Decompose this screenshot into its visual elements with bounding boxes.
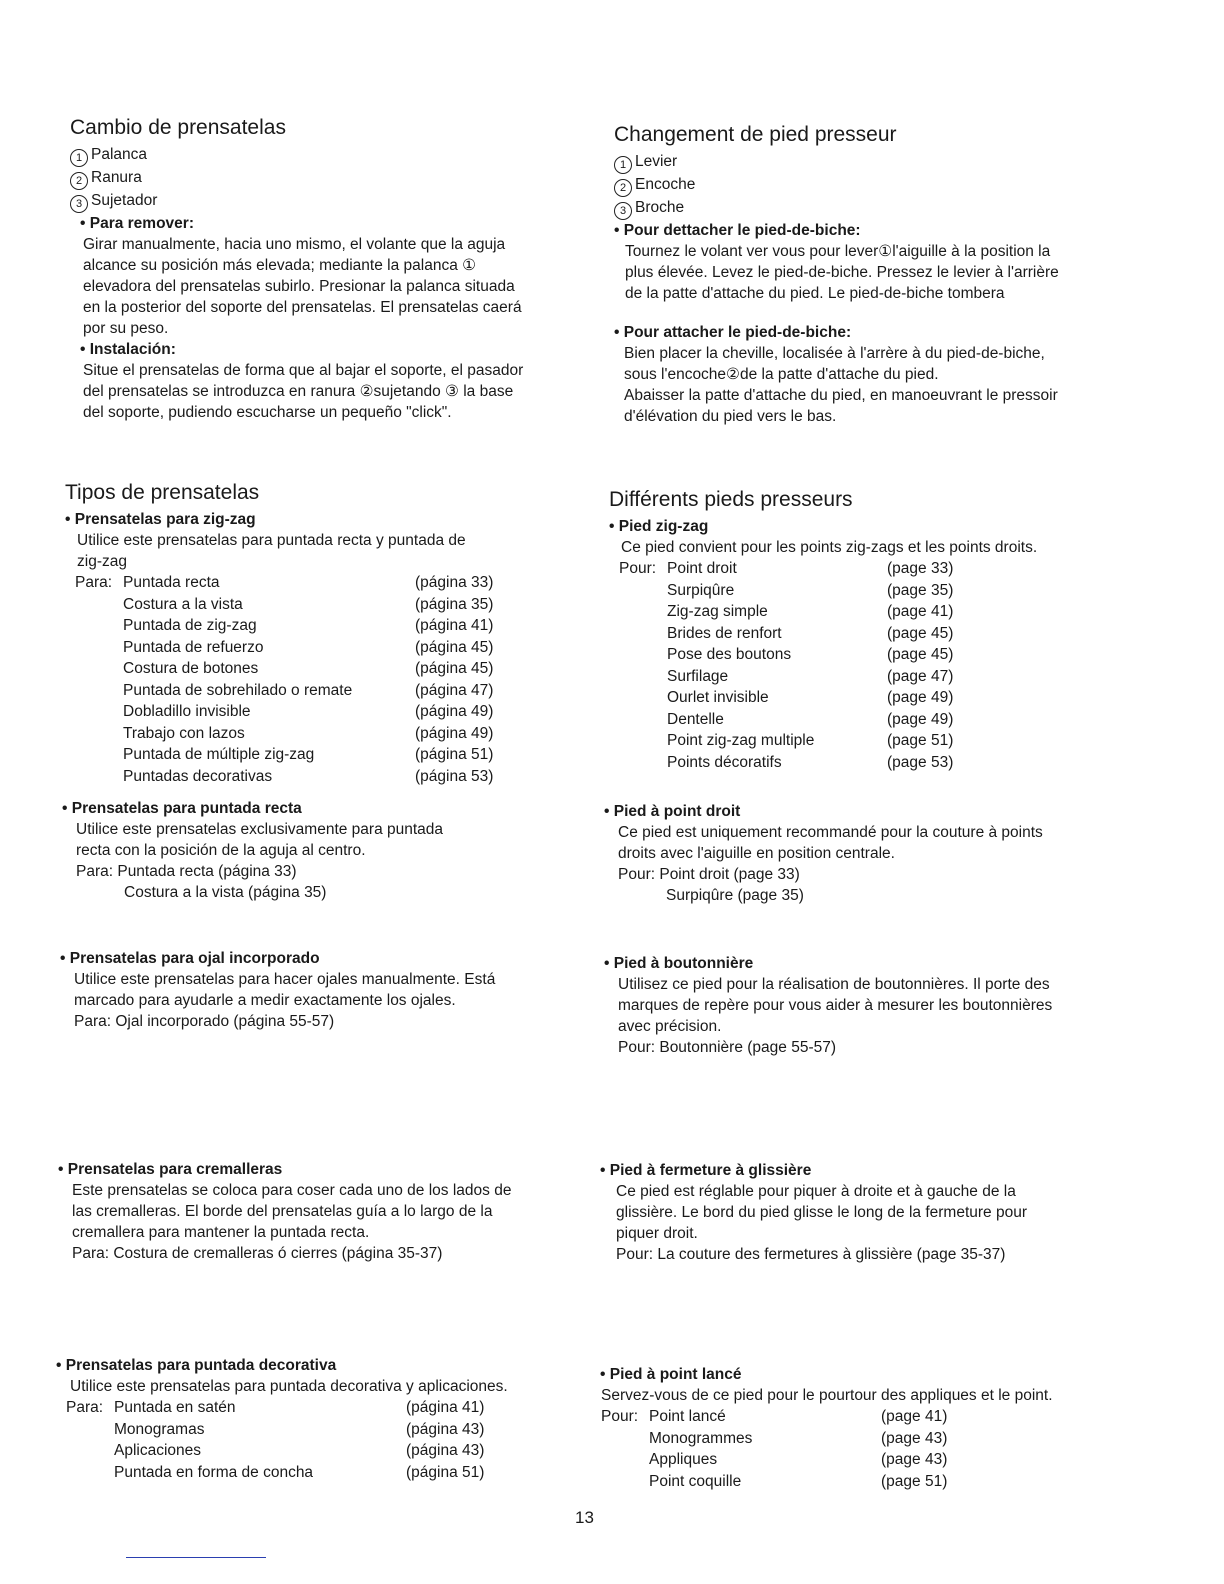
list-item xyxy=(619,601,987,623)
decorativa-title: • Prensatelas para puntada decorativa xyxy=(56,1357,337,1374)
item-page: (página 43) xyxy=(406,1420,485,1438)
text-line: marques de repère pour vous aider à mesurer les boutonnières xyxy=(618,997,1053,1014)
list-item xyxy=(66,1440,506,1462)
text-line: droits avec l'aiguille en position centrale. xyxy=(618,845,895,862)
text-line: Para: Puntada recta (página 33) xyxy=(76,863,297,880)
item-name: Puntada en satén xyxy=(114,1399,236,1416)
part-1 xyxy=(614,151,1154,174)
list-item xyxy=(75,658,515,680)
recta-text xyxy=(62,819,602,903)
text-line: Este prensatelas se coloca para coser cada uno de los lados de xyxy=(72,1182,512,1199)
item-name: Points décoratifs xyxy=(667,753,782,771)
item-name: Monogramas xyxy=(114,1420,205,1438)
page-number: 13 xyxy=(575,1508,594,1527)
item-page: (page 43) xyxy=(881,1451,948,1468)
zigzag-list xyxy=(75,572,515,787)
list-prefix xyxy=(66,1419,114,1441)
list-item xyxy=(601,1471,981,1493)
item-name: Point lancé xyxy=(649,1408,726,1425)
list-prefix xyxy=(619,709,667,731)
text-line: Utilice este prensatelas exclusivamente para puntada xyxy=(76,821,444,838)
list-prefix xyxy=(75,701,123,723)
ojal-section xyxy=(60,948,600,1032)
remover-title: • Para remover: xyxy=(80,215,194,232)
item-page: (página 33) xyxy=(415,574,494,591)
item-page: (page 33) xyxy=(887,560,954,577)
droit-section xyxy=(604,801,1144,906)
boutonniere-text xyxy=(604,974,1144,1058)
text-line: Utilice este prensatelas para puntada recta y puntada de xyxy=(77,532,466,549)
item-page: (página 49) xyxy=(415,703,494,720)
cremalleras-section xyxy=(58,1159,598,1264)
text-line: plus élevée. Levez le pied-de-biche. Pressez le levier à l'arrière xyxy=(625,264,1059,281)
list-prefix xyxy=(66,1462,114,1484)
tipos-section xyxy=(65,481,605,787)
text-line: Utilice este prensatelas para hacer ojales manualmente. Está xyxy=(74,971,496,988)
part-2 xyxy=(70,167,610,190)
cremalleras-title: • Prensatelas para cremalleras xyxy=(58,1161,283,1178)
item-name: Surpiqûre xyxy=(667,581,735,599)
list-prefix xyxy=(601,1449,649,1471)
list-item xyxy=(619,752,987,774)
list-prefix xyxy=(75,723,123,745)
changement-title: Changement de pied presseur xyxy=(614,123,897,146)
text-line: Tournez le volant ver vous pour lever①l'aiguille à la position la xyxy=(625,243,1051,260)
part-1 xyxy=(70,144,610,167)
decorativa-text xyxy=(56,1376,596,1397)
part-label: Sujetador xyxy=(91,192,158,209)
pied-zigzag-text xyxy=(609,537,1149,558)
part-3 xyxy=(614,197,1154,220)
list-item xyxy=(75,766,515,788)
item-name: Ourlet invisible xyxy=(667,689,769,706)
list-prefix xyxy=(75,744,123,766)
item-page: (página 43) xyxy=(406,1442,485,1459)
list-item xyxy=(619,623,987,645)
list-prefix xyxy=(75,680,123,702)
item-name: Puntada en forma de concha xyxy=(114,1463,314,1481)
zigzag-text xyxy=(65,530,605,572)
item-page: (page 45) xyxy=(887,646,954,663)
part-label: Ranura xyxy=(91,169,142,186)
list-item xyxy=(619,730,987,752)
item-name: Puntada de múltiple zig-zag xyxy=(123,746,315,763)
list-item xyxy=(75,637,515,659)
text-line: piquer droit. xyxy=(616,1225,698,1242)
circled-number: 2 xyxy=(70,172,88,190)
circled-number: 1 xyxy=(614,156,632,174)
list-prefix: Para: xyxy=(66,1399,104,1416)
text-line: del prensatelas se introduzca en ranura ②sujetando ③ la base xyxy=(83,383,514,400)
glissiere-title: • Pied à fermeture à glissière xyxy=(600,1162,812,1179)
item-page: (page 45) xyxy=(887,624,954,642)
remover-text xyxy=(70,234,610,339)
list-prefix: Pour: xyxy=(601,1408,639,1425)
part-label: Broche xyxy=(635,199,685,216)
list-prefix xyxy=(601,1428,649,1450)
item-name: Monogrammes xyxy=(649,1429,753,1447)
item-page: (página 45) xyxy=(415,638,494,656)
list-prefix xyxy=(66,1440,114,1462)
item-page: (page 41) xyxy=(887,603,954,620)
instalacion-title: • Instalación: xyxy=(80,341,176,358)
text-line: recta con la posición de la aguja al centro. xyxy=(76,842,366,859)
list-item xyxy=(66,1397,506,1419)
part-label: Encoche xyxy=(635,176,696,193)
text-line: de la patte d'attache du pied. Le pied-de-biche tombera xyxy=(625,285,1005,302)
item-name: Appliques xyxy=(649,1451,718,1468)
decorativa-section xyxy=(56,1355,596,1483)
list-item xyxy=(619,580,987,602)
item-page: (page 49) xyxy=(887,689,954,706)
list-prefix: Para: xyxy=(75,574,113,591)
text-line: Utilice este prensatelas para puntada decorativa y aplicaciones. xyxy=(70,1378,508,1395)
circled-number: 3 xyxy=(70,195,88,213)
item-name: Costura de botones xyxy=(123,660,259,677)
item-page: (página 35) xyxy=(415,595,494,613)
item-name: Trabajo con lazos xyxy=(123,724,245,742)
text-line: Utilisez ce pied pour la réalisation de boutonnières. Il porte des xyxy=(618,976,1050,993)
item-page: (page 41) xyxy=(881,1408,948,1425)
cremalleras-text xyxy=(58,1180,598,1264)
lance-text xyxy=(600,1385,1140,1406)
list-prefix xyxy=(619,666,667,688)
list-prefix xyxy=(619,730,667,752)
recta-section xyxy=(62,798,602,903)
item-page: (page 47) xyxy=(887,667,954,685)
instalacion-text xyxy=(70,360,610,423)
tipos-title: Tipos de prensatelas xyxy=(65,481,260,504)
list-item xyxy=(601,1406,981,1428)
list-prefix xyxy=(619,687,667,709)
item-name: Puntada de refuerzo xyxy=(123,638,264,656)
item-name: Puntada de zig-zag xyxy=(123,617,257,634)
item-name: Point coquille xyxy=(649,1472,742,1490)
text-line: elevadora del prensatelas subirlo. Presionar la palanca situada xyxy=(83,278,515,295)
item-name: Zig-zag simple xyxy=(667,603,768,620)
footer-rule xyxy=(126,1557,266,1558)
part-2 xyxy=(614,174,1154,197)
droit-text xyxy=(604,822,1144,906)
list-item xyxy=(75,744,515,766)
glissiere-section xyxy=(600,1160,1140,1265)
zigzag-title: • Prensatelas para zig-zag xyxy=(65,511,256,528)
text-line: Girar manualmente, hacia uno mismo, el volante que la aguja xyxy=(83,236,506,253)
text-line: Ce pied convient pour les points zig-zags et les points droits. xyxy=(621,539,1038,556)
lance-list xyxy=(601,1406,981,1492)
list-prefix xyxy=(601,1471,649,1493)
item-page: (page 43) xyxy=(881,1429,948,1447)
boutonniere-title: • Pied à boutonnière xyxy=(604,955,754,972)
list-item xyxy=(619,709,987,731)
text-line: Abaisser la patte d'attache du pied, en manoeuvrant le pressoir xyxy=(624,387,1058,404)
list-prefix xyxy=(75,594,123,616)
item-name: Point droit xyxy=(667,560,737,577)
list-item xyxy=(75,680,515,702)
text-line: sous l'encoche②de la patte d'attache du pied. xyxy=(624,366,939,383)
detacher-text xyxy=(614,241,1154,304)
item-page: (página 51) xyxy=(406,1463,485,1481)
list-item xyxy=(619,558,987,580)
item-page: (page 49) xyxy=(887,710,954,728)
text-line: por su peso. xyxy=(83,320,169,337)
text-line: Costura a la vista (página 35) xyxy=(124,884,327,901)
pied-zigzag-list xyxy=(619,558,987,773)
item-page: (página 51) xyxy=(415,746,494,763)
item-page: (page 35) xyxy=(887,581,954,599)
list-prefix xyxy=(619,644,667,666)
changement-section xyxy=(614,123,1154,427)
list-item xyxy=(66,1419,506,1441)
text-line: Situe el prensatelas de forma que al bajar el soporte, el pasador xyxy=(83,362,524,379)
item-name: Aplicaciones xyxy=(114,1442,202,1459)
list-prefix: Pour: xyxy=(619,560,657,577)
differents-section xyxy=(609,488,1149,773)
list-prefix xyxy=(619,752,667,774)
list-prefix xyxy=(75,766,123,788)
text-line: Ce pied est uniquement recommandé pour la couture à points xyxy=(618,824,1043,841)
list-item xyxy=(619,687,987,709)
text-line: Ce pied est réglable pour piquer à droite et à gauche de la xyxy=(616,1183,1016,1200)
lance-section xyxy=(600,1364,1140,1492)
item-name: Puntada recta xyxy=(123,574,220,591)
list-item xyxy=(75,572,515,594)
list-item xyxy=(75,723,515,745)
text-line: Pour: Boutonnière (page 55-57) xyxy=(618,1039,837,1056)
text-line: Surpiqûre (page 35) xyxy=(666,887,804,904)
text-line: alcance su posición más elevada; mediante la palanca ① xyxy=(83,257,477,274)
text-line: Pour: Point droit (page 33) xyxy=(618,866,800,883)
text-line: cremallera para mantener la puntada recta. xyxy=(72,1224,370,1241)
item-page: (page 51) xyxy=(887,732,954,749)
droit-title: • Pied à point droit xyxy=(604,803,741,820)
text-line: Bien placer la cheville, localisée à l'arrère à du pied-de-biche, xyxy=(624,345,1045,362)
item-name: Pose des boutons xyxy=(667,646,792,663)
text-line: d'élévation du pied vers le bas. xyxy=(624,408,837,425)
list-item xyxy=(601,1449,981,1471)
recta-title: • Prensatelas para puntada recta xyxy=(62,800,302,817)
item-name: Surfilage xyxy=(667,667,729,685)
ojal-title: • Prensatelas para ojal incorporado xyxy=(60,950,320,967)
list-item xyxy=(66,1462,506,1484)
item-page: (página 53) xyxy=(415,767,494,785)
item-name: Puntada de sobrehilado o remate xyxy=(123,681,353,699)
pied-zigzag-title: • Pied zig-zag xyxy=(609,518,709,535)
list-prefix xyxy=(619,580,667,602)
detacher-title: • Pour dettacher le pied-de-biche: xyxy=(614,222,861,239)
boutonniere-section xyxy=(604,953,1144,1058)
circled-number: 3 xyxy=(614,202,632,220)
item-name: Dentelle xyxy=(667,710,724,728)
list-item xyxy=(619,644,987,666)
list-prefix xyxy=(75,658,123,680)
decorativa-list xyxy=(66,1397,506,1483)
glissiere-text xyxy=(600,1181,1140,1265)
text-line: Servez-vous de ce pied pour le pourtour des appliques et le point. xyxy=(601,1387,1053,1404)
text-line: glissière. Le bord du pied glisse le long de la fermeture pour xyxy=(616,1204,1027,1221)
item-page: (página 47) xyxy=(415,681,494,699)
part-3 xyxy=(70,190,610,213)
item-name: Dobladillo invisible xyxy=(123,703,251,720)
item-page: (page 53) xyxy=(887,753,954,771)
item-page: (página 45) xyxy=(415,660,494,677)
text-line: las cremalleras. El borde del prensatelas guía a lo largo de la xyxy=(72,1203,493,1220)
text-line: zig-zag xyxy=(77,553,127,570)
text-line: avec précision. xyxy=(618,1018,722,1035)
item-name: Brides de renfort xyxy=(667,624,782,642)
part-label: Palanca xyxy=(91,146,148,163)
text-line: en la posterior del soporte del prensatelas. El prensatelas caerá xyxy=(83,299,522,316)
attacher-title: • Pour attacher le pied-de-biche: xyxy=(614,324,852,341)
item-name: Costura a la vista xyxy=(123,595,243,613)
text-line: Para: Ojal incorporado (página 55-57) xyxy=(74,1013,335,1030)
lance-title: • Pied à point lancé xyxy=(600,1366,742,1383)
item-page: (página 41) xyxy=(406,1399,485,1416)
list-item xyxy=(75,701,515,723)
part-label: Levier xyxy=(635,153,678,170)
text-line: Pour: La couture des fermetures à glissière (page 35-37) xyxy=(616,1246,1006,1263)
list-prefix xyxy=(75,615,123,637)
attacher-text xyxy=(614,343,1154,427)
circled-number: 2 xyxy=(614,179,632,197)
list-item xyxy=(75,615,515,637)
cambio-section xyxy=(70,116,610,423)
item-page: (página 41) xyxy=(415,617,494,634)
item-page: (página 49) xyxy=(415,724,494,742)
text-line: del soporte, pudiendo escucharse un pequeño "click". xyxy=(83,404,452,421)
list-item xyxy=(619,666,987,688)
cambio-title: Cambio de prensatelas xyxy=(70,116,286,139)
text-line: marcado para ayudarle a medir exactamente los ojales. xyxy=(74,992,456,1009)
item-name: Puntadas decorativas xyxy=(123,767,273,785)
differents-title: Différents pieds presseurs xyxy=(609,488,853,511)
list-prefix xyxy=(619,601,667,623)
list-prefix xyxy=(619,623,667,645)
item-name: Point zig-zag multiple xyxy=(667,732,815,749)
ojal-text xyxy=(60,969,600,1032)
list-item xyxy=(601,1428,981,1450)
text-line: Para: Costura de cremalleras ó cierres (página 35-37) xyxy=(72,1245,443,1262)
list-item xyxy=(75,594,515,616)
item-page: (page 51) xyxy=(881,1472,948,1490)
list-prefix xyxy=(75,637,123,659)
circled-number: 1 xyxy=(70,149,88,167)
